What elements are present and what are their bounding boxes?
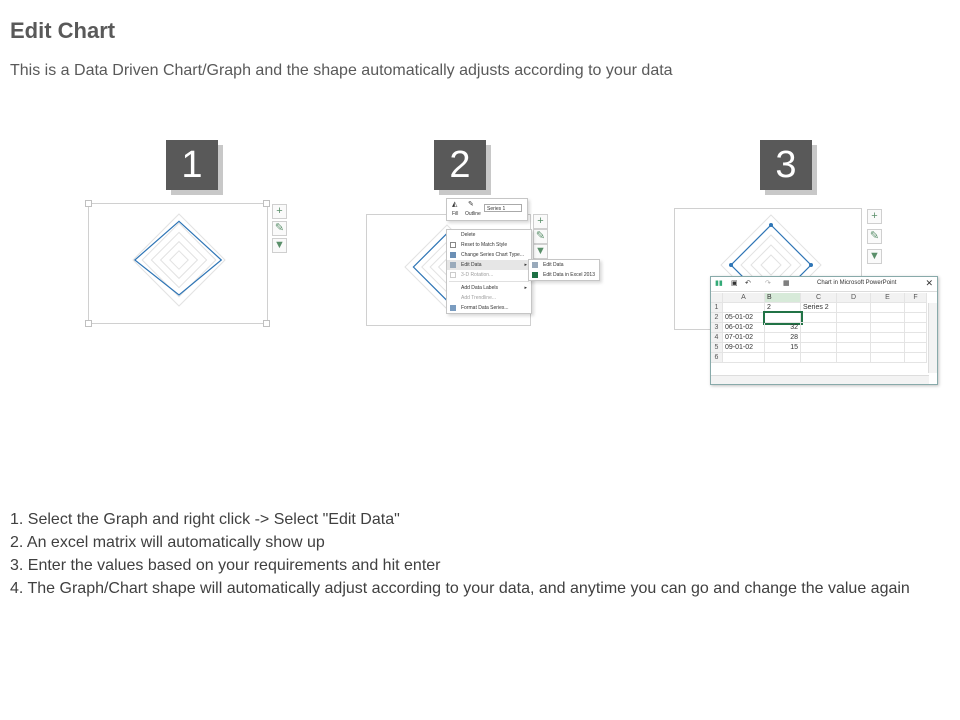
- excel-cell[interactable]: Series 2: [801, 303, 837, 313]
- excel-cell[interactable]: [871, 333, 905, 343]
- menu-item-3d-rotation[interactable]: 3-D Rotation...: [447, 270, 531, 280]
- excel-cell[interactable]: 32: [765, 323, 801, 333]
- instruction-step-4: 4. The Graph/Chart shape will automatically adjust according to your data, and anytime you can go and change the value again: [10, 580, 910, 597]
- excel-cell[interactable]: 2: [765, 303, 801, 313]
- resize-handle[interactable]: [263, 320, 270, 327]
- horizontal-scrollbar[interactable]: [711, 375, 929, 384]
- resize-handle[interactable]: [85, 320, 92, 327]
- excel-cell[interactable]: [905, 313, 927, 323]
- chart-styles-icon[interactable]: ✎: [867, 229, 882, 244]
- submenu-item-edit-in-excel[interactable]: Edit Data in Excel 2013: [529, 270, 599, 280]
- undo-icon[interactable]: ↶: [745, 280, 751, 287]
- step-number-1: 1: [166, 140, 218, 190]
- menu-item-add-trendline[interactable]: Add Trendline...: [461, 295, 497, 301]
- excel-data-window: [710, 276, 938, 385]
- excel-cell[interactable]: 05-01-02: [723, 313, 765, 323]
- radar-chart-1-svg: [89, 204, 267, 323]
- excel-window-title: Chart in Microsoft PowerPoint: [817, 280, 897, 286]
- excel-corner: [711, 293, 723, 303]
- submenu-item-edit-data[interactable]: Edit Data: [529, 260, 599, 270]
- page-subtitle: This is a Data Driven Chart/Graph and the shape automatically adjusts according to your data: [10, 62, 673, 79]
- edit-data-submenu: [528, 259, 600, 281]
- menu-item-delete[interactable]: Delete: [447, 230, 531, 240]
- outline-label: Outline: [465, 211, 481, 217]
- chart-type-icon: [450, 252, 456, 258]
- excel-cell[interactable]: [801, 323, 837, 333]
- excel-row-header: 5: [711, 343, 723, 353]
- excel-cell[interactable]: 07-01-02: [723, 333, 765, 343]
- excel-row-header: 3: [711, 323, 723, 333]
- menu-item-edit-data[interactable]: Edit Data ▸: [447, 260, 531, 270]
- resize-handle[interactable]: [263, 200, 270, 207]
- radar-point: [769, 223, 773, 227]
- menu-separator: [449, 281, 529, 282]
- rotation-icon: [450, 272, 456, 278]
- page-title: Edit Chart: [10, 18, 116, 43]
- close-icon[interactable]: ✕: [925, 278, 933, 288]
- edit-data-icon: [450, 262, 456, 268]
- instruction-step-1: 1. Select the Graph and right click -> Select "Edit Data": [10, 511, 400, 528]
- radar-grid-ring: [133, 214, 225, 306]
- series-select[interactable]: Series 1: [484, 204, 522, 212]
- radar-chart-1[interactable]: [88, 203, 268, 324]
- chart-elements-icon[interactable]: +: [867, 209, 882, 224]
- chart-styles-icon[interactable]: ✎: [272, 221, 287, 236]
- excel-cell[interactable]: [801, 343, 837, 353]
- delete-icon: [450, 232, 456, 238]
- instruction-step-2: 2. An excel matrix will automatically show up: [10, 534, 325, 551]
- context-menu: [446, 229, 532, 314]
- chart-elements-icon[interactable]: +: [272, 204, 287, 219]
- radar-grid-ring: [142, 223, 216, 297]
- excel-column-header: E: [871, 293, 905, 303]
- excel-cell[interactable]: [871, 313, 905, 323]
- excel-column-header: C: [801, 293, 837, 303]
- excel-cell[interactable]: [765, 353, 801, 363]
- chart-filters-icon[interactable]: ▼: [533, 244, 548, 259]
- excel-cell[interactable]: [871, 343, 905, 353]
- save-icon[interactable]: ▣: [731, 280, 738, 287]
- menu-item-reset-style[interactable]: Reset to Match Style: [447, 240, 531, 250]
- excel-cell[interactable]: 15: [765, 343, 801, 353]
- excel-icon: [532, 272, 538, 278]
- excel-column-header: D: [837, 293, 871, 303]
- step-number-3: 3: [760, 140, 812, 190]
- instructions: [10, 508, 945, 600]
- radar-point: [729, 263, 733, 267]
- excel-cell[interactable]: [871, 303, 905, 313]
- excel-row-header: 4: [711, 333, 723, 343]
- excel-cell[interactable]: [905, 323, 927, 333]
- excel-cell[interactable]: [837, 313, 871, 323]
- vertical-scrollbar[interactable]: [928, 303, 937, 373]
- excel-cell[interactable]: [837, 343, 871, 353]
- excel-cell[interactable]: [905, 333, 927, 343]
- excel-row-header: 6: [711, 353, 723, 363]
- radar-grid-ring: [761, 255, 781, 275]
- excel-cell[interactable]: [801, 333, 837, 343]
- fill-label: Fill: [452, 211, 459, 217]
- excel-cell[interactable]: [837, 303, 871, 313]
- format-icon: [450, 305, 456, 311]
- excel-cell[interactable]: 06-01-02: [723, 323, 765, 333]
- radar-grid-ring: [161, 242, 198, 279]
- excel-cell[interactable]: [837, 333, 871, 343]
- radar-grid: [133, 214, 225, 306]
- submenu-arrow-icon: ▸: [524, 262, 527, 268]
- step-number-2: 2: [434, 140, 486, 190]
- chart-filters-icon[interactable]: ▼: [867, 249, 882, 264]
- excel-cell[interactable]: [765, 313, 801, 323]
- excel-cell[interactable]: [837, 323, 871, 333]
- chart-elements-icon[interactable]: +: [533, 214, 548, 229]
- redo-icon[interactable]: ↷: [765, 280, 771, 287]
- radar-point: [809, 263, 813, 267]
- excel-cell[interactable]: 28: [765, 333, 801, 343]
- excel-cell[interactable]: [905, 303, 927, 313]
- chart-styles-icon[interactable]: ✎: [533, 229, 548, 244]
- resize-handle[interactable]: [85, 200, 92, 207]
- excel-cell[interactable]: 09-01-02: [723, 343, 765, 353]
- excel-row-header: 1: [711, 303, 723, 313]
- excel-cell[interactable]: [723, 303, 765, 313]
- mini-toolbar: [446, 198, 528, 221]
- submenu-arrow-icon: ▸: [524, 285, 527, 291]
- excel-cell[interactable]: [905, 353, 927, 363]
- radar-series-shape: [135, 221, 221, 295]
- excel-cell[interactable]: [801, 313, 837, 323]
- menu-item-change-chart-type[interactable]: Change Series Chart Type...: [447, 250, 531, 260]
- excel-cell[interactable]: [871, 323, 905, 333]
- excel-column-header: A: [723, 293, 765, 303]
- radar-grid-ring: [170, 251, 188, 269]
- chart-filters-icon[interactable]: ▼: [272, 238, 287, 253]
- edit-data-icon: [532, 262, 538, 268]
- excel-column-header: B: [765, 293, 801, 303]
- edit-in-excel-icon[interactable]: ▦: [783, 280, 790, 287]
- excel-cell[interactable]: [801, 353, 837, 363]
- excel-row-header: 2: [711, 313, 723, 323]
- excel-cell[interactable]: [871, 353, 905, 363]
- instruction-step-3: 3. Enter the values based on your requirements and hit enter: [10, 557, 441, 574]
- outline-icon[interactable]: ✎: [468, 201, 474, 208]
- excel-cell[interactable]: [905, 343, 927, 353]
- excel-cell[interactable]: [837, 353, 871, 363]
- excel-column-header: F: [905, 293, 927, 303]
- menu-item-add-data-labels[interactable]: Add Data Labels ▸: [461, 285, 527, 291]
- excel-title-bar: [711, 277, 937, 292]
- chart-icon: ▮▮: [715, 280, 723, 287]
- menu-item-format-data-series[interactable]: Format Data Series...: [447, 303, 531, 313]
- fill-icon[interactable]: ◭: [452, 201, 458, 208]
- excel-cell[interactable]: [723, 353, 765, 363]
- reset-icon: [450, 242, 456, 248]
